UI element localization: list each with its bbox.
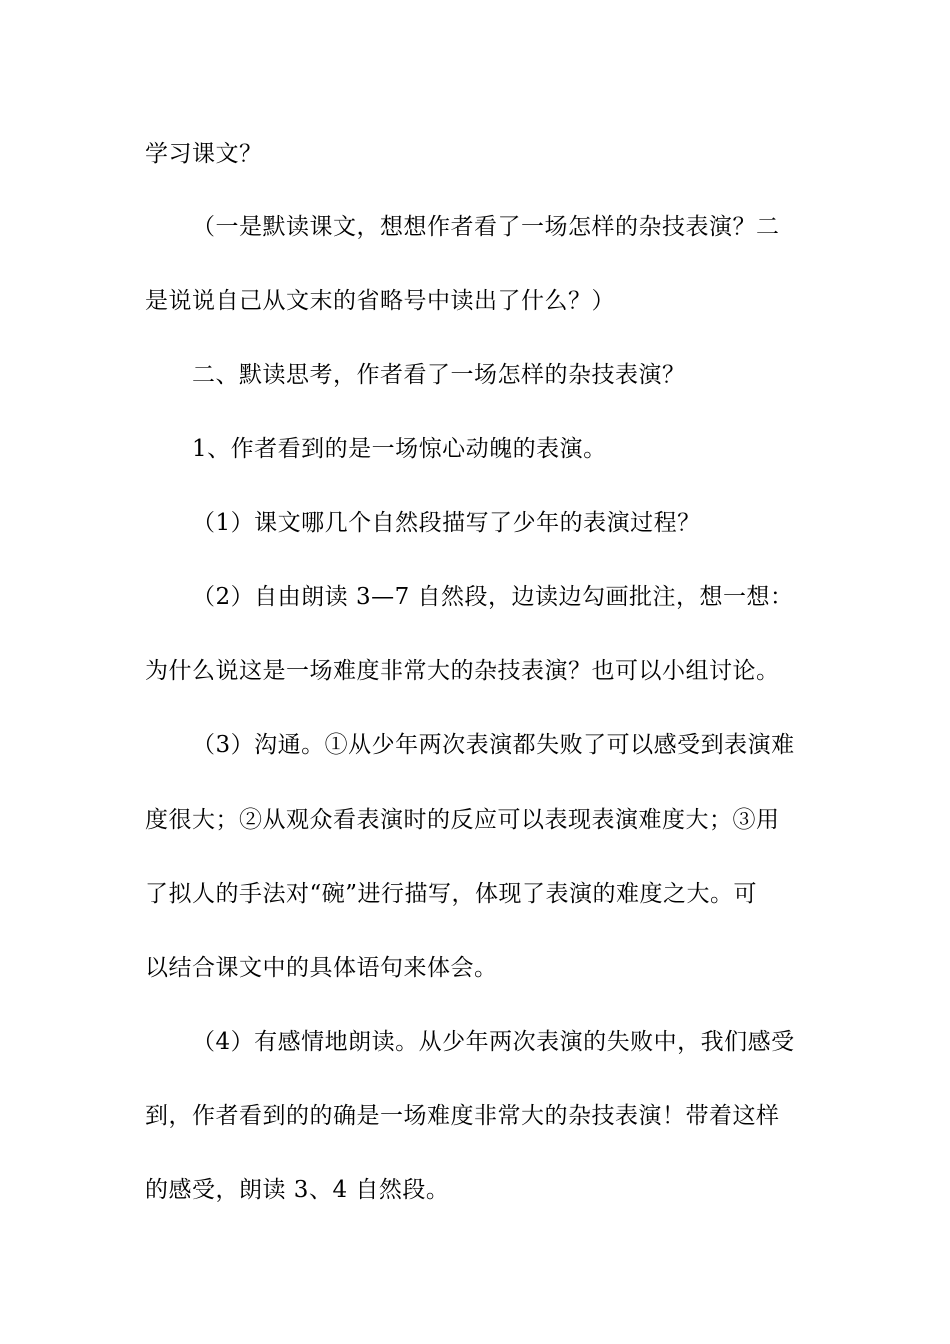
text-line-6: （1）课文哪几个自然段描写了少年的表演过程？: [192, 510, 701, 536]
text-line-12: 以结合课文中的具体语句来体会。: [145, 955, 498, 981]
text-line-14: 到，作者看到的的确是一场难度非常大的杂技表演！带着这样: [145, 1103, 780, 1129]
text-line-9: （3）沟通。①从少年两次表演都失败了可以感受到表演难: [192, 732, 795, 758]
text-line-1: 学习课文？: [145, 141, 263, 167]
text-line-10: 度很大；②从观众看表演时的反应可以表现表演难度大；③用: [145, 807, 780, 833]
text-line-11: 了拟人的手法对“碗”进行描写，体现了表演的难度之大。可: [145, 881, 758, 907]
text-line-5: 1、作者看到的是一场惊心动魄的表演。: [192, 436, 607, 462]
text-line-15: 的感受，朗读 3、4 自然段。: [145, 1177, 450, 1203]
text-line-3: 是说说自己从文末的省略号中读出了什么？）: [145, 288, 615, 314]
text-line-7: （2）自由朗读 3—7 自然段，边读边勾画批注，想一想：: [192, 584, 794, 610]
text-line-2: （一是默读课文，想想作者看了一场怎样的杂技表演？二: [192, 214, 780, 240]
text-line-8: 为什么说这是一场难度非常大的杂技表演？也可以小组讨论。: [145, 658, 780, 684]
text-line-13: （4）有感情地朗读。从少年两次表演的失败中，我们感受: [192, 1029, 795, 1055]
text-line-4: 二、默读思考，作者看了一场怎样的杂技表演？: [192, 362, 686, 388]
